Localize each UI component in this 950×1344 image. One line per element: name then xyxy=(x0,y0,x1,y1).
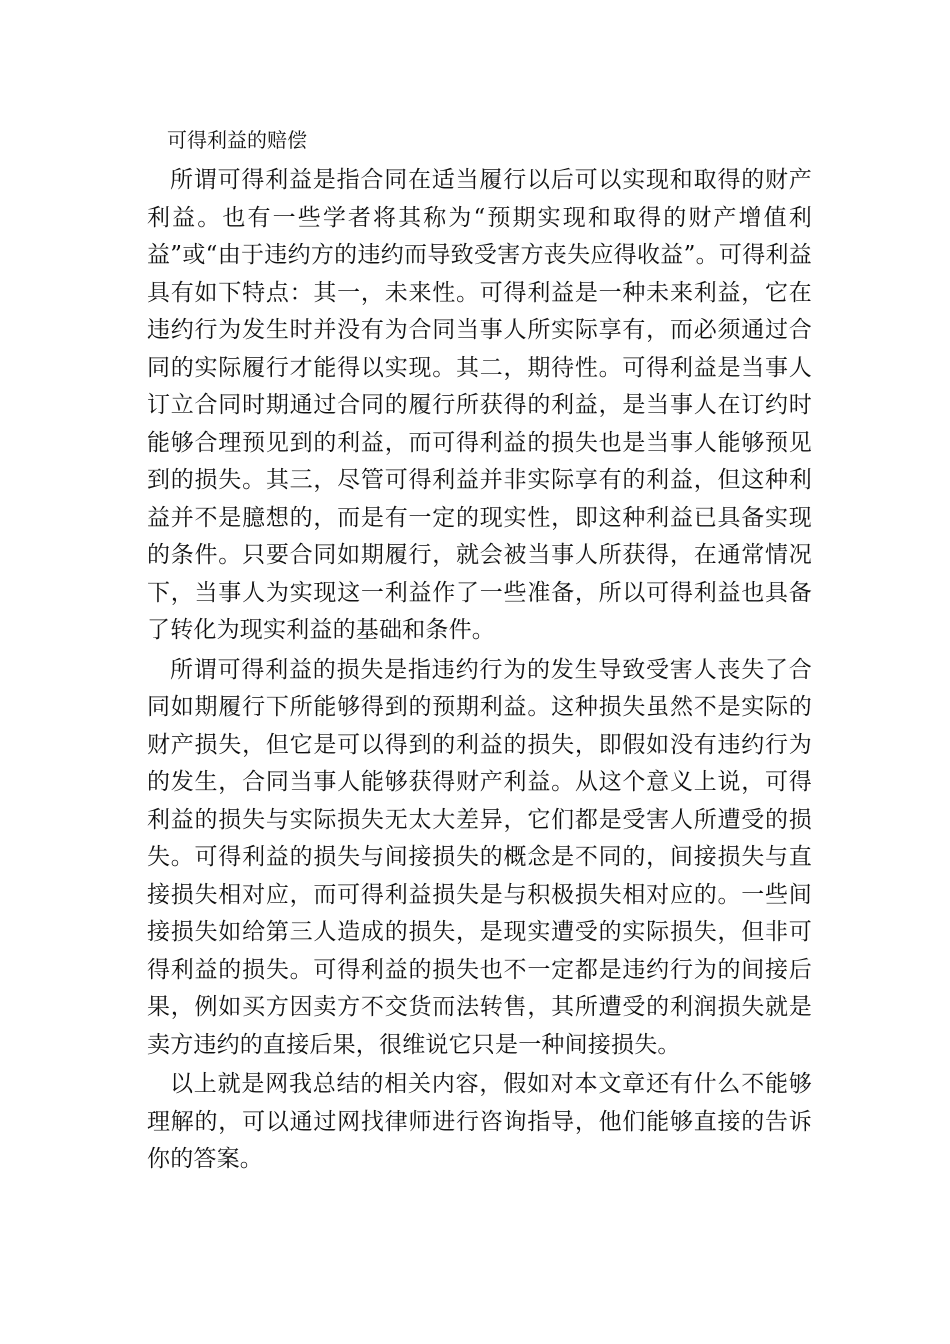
document-body xyxy=(147,122,812,1181)
paragraph-definition: 所谓可得利益是指合同在适当履行以后可以实现和取得的财产利益。也有一些学者将其称为“预期实现和取得的财产增值利益”或“由于违约方的违约而导致受害方丧失应得收益”。可得利益具有如下特点：其一，未来性。可得利益是一种未来利益，它在违约行为发生时并没有为合同当事人所实际享有，而必须通过合同的实际履行才能得以实现。其二，期待性。可得利益是当事人订立合同时期通过合同的履行所获得的利益，是当事人在订约时能够合理预见到的利益，而可得利益的损失也是当事人能够预见到的损失。其三，尽管可得利益并非实际享有的利益，但这种利益并不是臆想的，而是有一定的现实性，即这种利益已具备实现的条件。只要合同如期履行，就会被当事人所获得，在通常情况下，当事人为实现这一利益作了一些准备，所以可得利益也具备了转化为现实利益的基础和条件。 xyxy=(147,167,812,643)
paragraph-conclusion: 以上就是网我总结的相关内容，假如对本文章还有什么不能够理解的，可以通过网找律师进行咨询指导，他们能够直接的告诉你的答案。 xyxy=(147,1071,812,1172)
document-title: 可得利益的赔偿 xyxy=(167,128,307,152)
paragraph-loss: 所谓可得利益的损失是指违约行为的发生导致受害人丧失了合同如期履行下所能够得到的预期利益。这种损失虽然不是实际的财产损失，但它是可以得到的利益的损失，即假如没有违约行为的发生，合同当事人能够获得财产利益。从这个意义上说，可得利益的损失与实际损失无太大差异，它们都是受害人所遭受的损失。可得利益的损失与间接损失的概念是不同的，间接损失与直接损失相对应，而可得利益损失是与积极损失相对应的。一些间接损失如给第三人造成的损失，是现实遭受的实际损失，但非可得利益的损失。可得利益的损失也不一定都是违约行为的间接后果，例如买方因卖方不交货而法转售，其所遭受的利润损失就是卖方违约的直接后果，很维说它只是一种间接损失。 xyxy=(147,656,812,1058)
